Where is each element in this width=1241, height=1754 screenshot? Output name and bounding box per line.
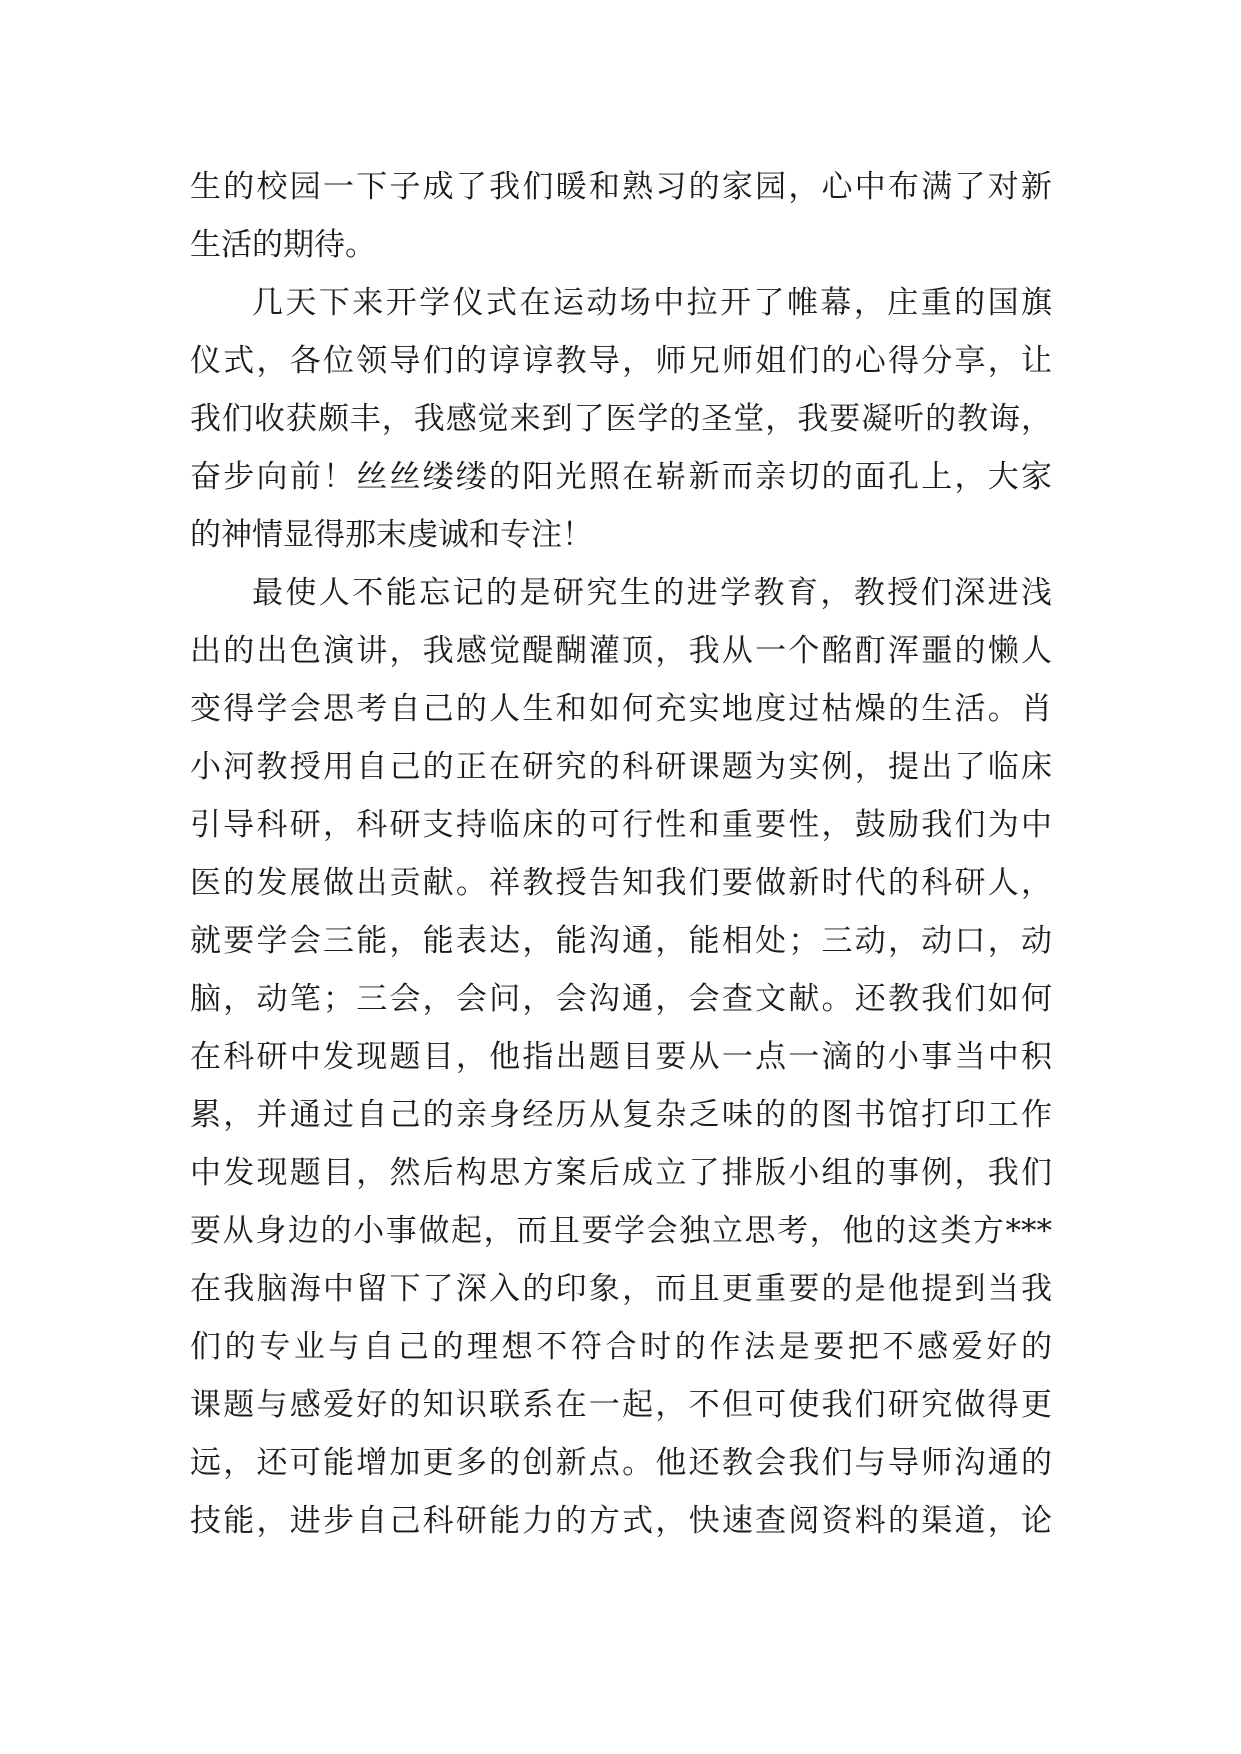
text-line: 中发现题目，然后构思方案后成立了排版小组的事例，我们 — [190, 1155, 1052, 1191]
text-line: 奋步向前！丝丝缕缕的阳光照在崭新而亲切的面孔上，大家 — [190, 459, 1052, 495]
text-line: 小河教授用自己的正在研究的科研课题为实例，提出了临床 — [190, 749, 1052, 785]
text-line: 技能，进步自己科研能力的方式，快速查阅资料的渠道，论 — [190, 1503, 1052, 1539]
text-line: 课题与感爱好的知识联系在一起，不但可使我们研究做得更 — [190, 1387, 1052, 1423]
text-line: 就要学会三能，能表达，能沟通，能相处；三动，动口，动 — [190, 923, 1052, 959]
text-line: 的神情显得那末虔诚和专注！ — [190, 517, 593, 553]
text-line: 仪式，各位领导们的谆谆教导，师兄师姐们的心得分享，让 — [190, 343, 1052, 379]
text-line: 脑，动笔；三会，会问，会沟通，会查文献。还教我们如何 — [190, 981, 1052, 1017]
text-line: 在科研中发现题目，他指出题目要从一点一滴的小事当中积 — [190, 1039, 1052, 1075]
text-line: 生的校园一下子成了我们暖和熟习的家园，心中布满了对新 — [190, 169, 1052, 205]
text-line: 们的专业与自己的理想不符合时的作法是要把不感爱好的 — [190, 1329, 1052, 1365]
text-line: 引导科研，科研支持临床的可行性和重要性，鼓励我们为中 — [190, 807, 1052, 843]
text-line: 远，还可能增加更多的创新点。他还教会我们与导师沟通的 — [190, 1445, 1052, 1481]
text-line: 累，并通过自己的亲身经历从复杂乏味的的图书馆打印工作 — [190, 1097, 1052, 1133]
text-line: 生活的期待。 — [190, 227, 376, 263]
text-line: 医的发展做出贡献。祥教授告知我们要做新时代的科研人， — [190, 865, 1052, 901]
text-line: 几天下来开学仪式在运动场中拉开了帷幕，庄重的国旗 — [252, 285, 1052, 321]
text-line: 出的出色演讲，我感觉醍醐灌顶，我从一个酩酊浑噩的懒人 — [190, 633, 1052, 669]
body-text — [190, 158, 1052, 1550]
text-line: 我们收获颇丰，我感觉来到了医学的圣堂，我要凝听的教诲， — [190, 401, 1052, 437]
text-line: 最使人不能忘记的是研究生的进学教育，教授们深进浅 — [252, 575, 1052, 611]
text-line: 变得学会思考自己的人生和如何充实地度过枯燥的生活。肖 — [190, 691, 1052, 727]
text-line: 要从身边的小事做起，而且要学会独立思考，他的这类方*** — [190, 1213, 1052, 1249]
text-line: 在我脑海中留下了深入的印象，而且更重要的是他提到当我 — [190, 1271, 1052, 1307]
